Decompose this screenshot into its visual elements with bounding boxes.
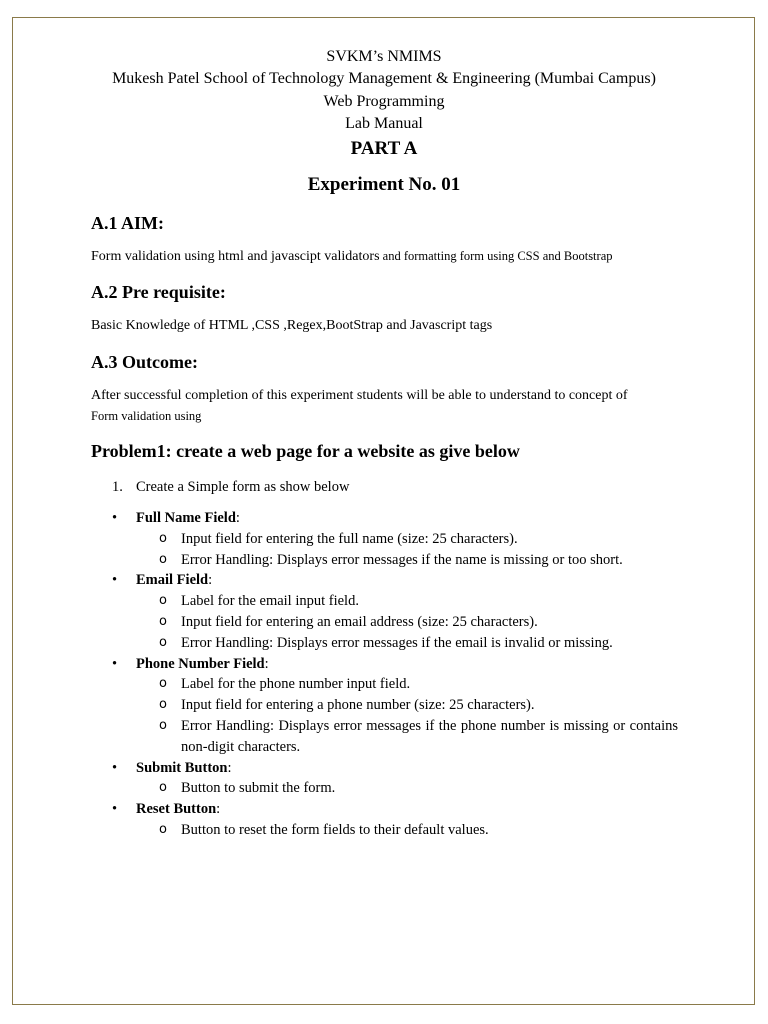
field-detail-text: Input field for entering a phone number (size: 25 characters). — [181, 697, 535, 714]
bullet-icon: • — [112, 655, 118, 672]
field-name: Full Name Field — [136, 510, 236, 526]
bullet-icon: • — [112, 801, 118, 818]
sub-bullet-icon: o — [159, 780, 167, 796]
field-detail-item — [112, 716, 678, 758]
field-name: Phone Number Field — [136, 655, 265, 672]
part-heading: PART A — [350, 138, 418, 160]
aim-text-main: Form validation using html and javascipt validators — [91, 249, 380, 264]
prerequisite-heading: A.2 Pre requisite: — [91, 282, 226, 302]
experiment-title: Experiment No. 01 — [307, 174, 461, 195]
field-name: Email Field — [136, 572, 209, 589]
field-detail-text: Input field for entering the full name (size: 25 characters). — [181, 530, 518, 547]
field-bullet: • Reset Button: — [112, 799, 678, 820]
field-name: Submit Button — [136, 759, 228, 776]
field-detail-text: Error Handling: Displays error messages if the phone number is missing or contains non-digit characters. — [181, 717, 678, 755]
field-detail-item — [112, 550, 678, 571]
sub-bullet-icon: o — [159, 697, 167, 713]
bullet-icon: • — [112, 510, 118, 526]
document-header — [0, 46, 768, 162]
field-detail-item — [112, 591, 678, 612]
field-detail-text: Error Handling: Displays error messages if the email is invalid or missing. — [181, 634, 613, 651]
course-name: Web Programming — [323, 92, 445, 110]
aim-heading: A.1 AIM: — [91, 213, 164, 233]
step-text: Create a Simple form as show below — [136, 479, 350, 495]
bullet-icon: • — [112, 759, 118, 776]
aim-text — [91, 249, 681, 265]
field-detail-item — [112, 778, 678, 799]
field-bullet: • Full Name Field: — [112, 508, 678, 529]
institution-name: SVKM’s NMIMS — [326, 48, 442, 65]
bullet-icon: • — [112, 572, 118, 589]
field-detail-text: Label for the phone number input field. — [181, 676, 411, 693]
field-detail-text: Label for the email input field. — [181, 593, 359, 610]
numbered-step — [112, 479, 349, 496]
sub-bullet-icon: o — [159, 634, 167, 650]
field-detail-item — [112, 695, 678, 716]
problem-heading: Problem1: create a web page for a website as give below — [91, 441, 520, 461]
sub-bullet-icon: o — [159, 676, 167, 692]
school-name: Mukesh Patel School of Technology Management & Engineering (Mumbai Campus) — [112, 70, 656, 88]
field-detail-item — [112, 820, 678, 841]
outcome-text-line1: After successful completion of this experiment students will be able to understand to concept of — [91, 388, 628, 403]
step-number: 1. — [112, 479, 123, 495]
field-detail-text: Button to reset the form fields to their default values. — [181, 821, 489, 838]
field-detail-text: Button to submit the form. — [181, 780, 336, 797]
field-bullet: • Email Field: — [112, 570, 678, 591]
field-detail-item — [112, 674, 678, 695]
field-detail-item — [112, 612, 678, 633]
prerequisite-text: Basic Knowledge of HTML ,CSS ,Regex,BootStrap and Javascript tags — [91, 318, 493, 333]
sub-bullet-icon: o — [159, 821, 167, 837]
sub-bullet-icon: o — [159, 551, 167, 567]
field-detail-text: Input field for entering an email address (size: 25 characters). — [181, 613, 538, 630]
field-bullet: • Submit Button: — [112, 758, 678, 779]
field-list — [112, 508, 678, 841]
manual-title: Lab Manual — [345, 114, 423, 132]
outcome-heading: A.3 Outcome: — [91, 352, 198, 372]
sub-bullet-icon: o — [159, 717, 167, 733]
field-detail-item — [112, 529, 678, 550]
sub-bullet-icon: o — [159, 530, 167, 546]
sub-bullet-icon: o — [159, 593, 167, 609]
field-detail-item — [112, 633, 678, 654]
sub-bullet-icon: o — [159, 613, 167, 629]
outcome-text-line2: Form validation using — [91, 409, 202, 423]
field-bullet: • Phone Number Field: — [112, 654, 678, 675]
field-name: Reset Button — [136, 801, 217, 818]
aim-text-small: and formatting form using CSS and Bootstrap — [379, 249, 613, 263]
field-detail-text: Error Handling: Displays error messages if the name is missing or too short. — [181, 551, 623, 568]
